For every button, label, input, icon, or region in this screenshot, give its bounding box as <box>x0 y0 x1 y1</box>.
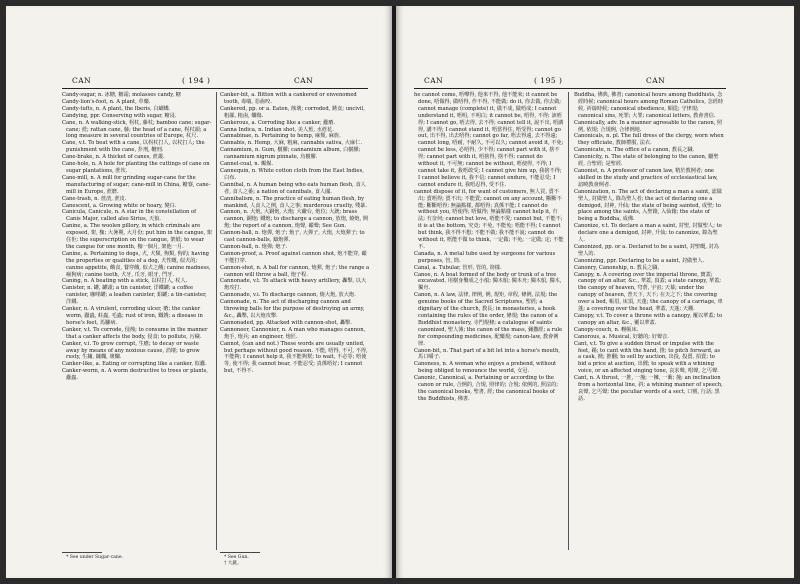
dictionary-entry: Cannibalism, n. The practice of eating human flesh, by mankind, 人食人之例, 食人之事; murderous cruelty, 殘暴. <box>220 195 367 209</box>
dictionary-entry: cannot dispose of it, for want of customers, 無人買, 賣不出; 賣唔得; 賣不出; 不能賣; cannot on any account, 斷斷不能; 斷斷唔得; 無論點樣, 都唔得; 真係不能; I cannot do without you, 唔使得; 唔做得; 無論點樣 cannot help it, 冇法; 冇奈何; cannot but love, 唔能不愛; cannot but, 不能不; it is at the bottom, 究竟; 不免, 不能免; 唔能不得; I cannot but think, 我不得不想; 不能不做; 我不能不說; cannot do without it, 唔能不做 to think, 一定做; 不免; 一定做; 定; 不能不. <box>414 188 564 250</box>
dictionary-entry: Canopy, n. A covering over the imperial throne, 寶蓋; canopy of an altar, &c., 華蓋, 頂蓋; a state canopy, 華蓋; the canopy of heaven, 穹蒼, 宇宙; 天幕; under the canopy of heaven, 普天下, 天下; 在天之下; the covering over a bed, 帳眉, 床頂, 天蓬; the canopy of a carriage, 車蓬; a covering over the head, 華蓋, 天蓬; 天棚. <box>574 271 723 313</box>
dictionary-entry: Canonicity, n. The state of belonging to the canon, 屬聖經, 合聖經; 是聖經. <box>574 154 719 168</box>
dictionary-entry: Canescent, a. Growing white or hoary, 變白. <box>62 202 177 209</box>
dictionary-entry: Candy-sugar, n. 冰糖, 糖霜; molasses candy, 糖 <box>62 92 181 98</box>
dictionary-entry: Canicula, Canicule, n. A star in the constellation of Canis Major, called also Sirius, 天狼. <box>62 209 196 223</box>
left-header-word: CAN <box>72 76 92 85</box>
dictionary-entry: Cant, n. A thrust, 一推, 一撞; 一擁, 一衝; 撞; an inclination from a horizontal line, 斜; a whining manner of speech, 哀聲, 乞丐聲; the peculiar words of a sect, 口號, 行話; 黑話. <box>574 375 723 402</box>
dictionary-entry: Cannabinae, n. Pertaining to hemp, 麻類, 麻族. <box>220 133 341 140</box>
left-column-2 <box>220 92 370 375</box>
dictionary-entry: Buddha, 佛典, 佛書; canonical hours among Buddhists, 念經時候; canonical hours among Roman Catholics, 念經時候, 祈禱時候; canonical obedience, 順從; 守律規; canonical sins, 死罪; 大罪; canonical letters, 教會書信. <box>574 92 724 119</box>
dictionary-entry: he cannot come, 唔嚟得, 他來不得, 他不能來; it cannot be done, 唔做得, 做唔得, 作不得, 不能做; do it, 你去做, 你去做; cannot manage (complete) it, 做不成, 做唔成; I cannot understand it, 唔明, 不明白; it cannot be, 唔得, 不得; 該唔得; I cannot go, 唔去得, 去不得; cannot tell it, 說不出, 唔講得, 講不得; I cannot stand it, 唔當得住, 唔受得; cannot go out, 出不得, 出去唔得; cannot go far, 唔去得遠, 去不得遠; cannot long, 唔耐, 不耐久, 不可以久; cannot avoid it, 不免; cannot be less, 必唔得, 少不得; cannot part with it, 捨不得; cannot part with it, 唔捨得, 捨不得; cannot do without it, 不可無; cannot be without, 唔使得, 不得; I cannot take it, 我唔敢受; I cannot give him up, 我捨不得; I cannot believe it, 我不信; cannot endure, 不能忍受; I cannot endure it, 我唔忍得, 受不住. <box>414 92 564 188</box>
dictionary-entry: Cane-trash, n. 蔗渣, 蔗皮. <box>62 195 127 202</box>
header-rule <box>62 88 368 89</box>
dictionary-entry: Canonicate, n. The office of a canon, 教長之職. <box>574 147 695 154</box>
column-divider <box>216 92 217 550</box>
left-header-word-right: CAN <box>294 76 314 85</box>
dictionary-entry: Canker-worm, n. A worm destructive to trees or plants, 蠹蟲. <box>62 368 208 382</box>
dictionary-entry: Cannon-ball, n. 炮彈; 炮子. <box>220 243 288 250</box>
dictionary-entry: Cannon-shot, n. A ball for cannon, 炮彈, 炮子; the range a cannon will throw a ball, 炮子程. <box>220 264 370 278</box>
dictionary-entry: Caning, n. A beating with a stick, 以杖打人, 杖人. <box>62 278 188 285</box>
dictionary-entry: Cane, n. A walking-stick, 柺杖, 藤杖; bamboo cane; sugar-cane; 蔗; rattan cane, 藤; the head of a cane, 柺杖頭; a long measure in several countries of Europe, 杖尺. <box>62 119 212 140</box>
dictionary-entry: Canonic, Canonical, a. Pertaining or according to the canon or rule, 合例的, 合規, 照律的; 合規; 依例的, 照法的; the canonical books, 聖書, 經; the canonical books of the Buddhists, 佛書. <box>414 375 558 402</box>
dictionary-entry: Canonize, v.t. To declare a man a saint, 封聖, 封做聖人; to declare one a demigod, 封神, 升仙; to canonize, 錄為聖人. <box>574 223 722 244</box>
dictionary-entry: Cannonade, v.t. To attack with heavy artillery, 轟擊, 以大炮攻打. <box>220 278 367 292</box>
dictionary-entry: Canoness, n. A woman who enjoys a prebend, without being obliged to renounce the world, 女冠. <box>414 361 557 375</box>
dictionary-entry: Canonry, Canonship, n. 教長之職. <box>574 264 660 271</box>
dictionary-entry: Candy-lion's-foot, n. A plant, 草藥. <box>62 98 151 105</box>
right-page-header <box>414 76 726 88</box>
header-rule <box>414 88 726 89</box>
dictionary-entry: Canal, a. Tubular, 管形, 管的, 筒樣. <box>414 264 502 271</box>
dictionary-entry: Canonized, pp. or a. Declared to be a saint, 封聖嘅, 封為聖人的. <box>574 243 719 257</box>
dictionary-entry: Canon-bit, n. That part of a bit let into a horse's mouth, 馬口嚼子. <box>414 347 560 361</box>
dictionary-entry: Cannel-coal, n. 燭煤. <box>220 161 273 168</box>
dictionary-entry: Canonist, n. A professor of canon law, 精於教例者; one skilled in the study and practice of ecclesiastical law, 諳曉教會例者. <box>574 167 718 188</box>
dictionary-entry: Canna Indica, n. Indian shot, 美人蕉, 水蔗花. <box>220 126 334 133</box>
right-column-1 <box>414 92 564 403</box>
dictionary-entry: Canker-bit, a. Bitten with a cankered or envenomed tooth, 毒嚙, 惡齒咬. <box>220 92 357 105</box>
column-divider <box>568 92 569 550</box>
dictionary-entry: Cankered, pp. or a. Eaten, 蝕壞; corroded, 銹食; uncivil, 粗鄙, 粗鹵, 爛傷. <box>220 105 365 119</box>
footnote-rule <box>220 552 260 553</box>
dictionary-entry: Canoe, n. A boat formed of the body or trunk of a tree excavated, 用樹身鑿成之小船; 獨木船; 獨木舟; 獨木船, 獨木, 獨舟. <box>414 271 562 292</box>
dictionary-entry: Cankerous, a. Corroding like a canker, 蠹瘡. <box>220 119 336 126</box>
dictionary-entry: Cannon, n. 大炮, 大銅炮, 大炮; 大礮台, 炮位; 大銃; brass cannon, 銅炮; 鐵炮; to discharge a cannon, 放炮, 燒炮, 開炮; the report of a cannon, 炮聲, 礟聲; See Gun. <box>220 209 369 230</box>
footnote: * See under Sugar-cane. <box>66 555 124 560</box>
dictionary-entry: Cannibal, n. A human being who eats human flesh, 食人者, 食人之番; a nation of cannibals, 食人國. <box>220 181 366 195</box>
dictionary-entry: Canker, v.t. To corrode, 侵蝕; to consume in the manner that a canker affects the body, 侵食; to pollute, 污穢. <box>62 326 208 340</box>
dictionary-entry: Cannoneer, Cannonier, n. A man who manages cannon, 炮手, 炮兵; an engineer, 炮匠. <box>220 326 366 340</box>
left-page <box>6 6 392 578</box>
dictionary-entry: Cannonade, v.i. To discharge cannon, 燒大炮, 放大炮. <box>220 292 356 299</box>
dictionary-entry: Cannon-ball, n. 炮彈, 炮子; 炮子, 大彈子, 大炮, 大炮彈子; to cast cannon-balls, 鑄炮彈. <box>220 230 365 244</box>
dictionary-entry: Canorous, a. Musical, 好聽的; 好聲音. <box>574 333 669 340</box>
left-column-1 <box>62 92 212 382</box>
dictionary-entry: Canonization, n. The act of declaring a man a saint, 認做聖人, 封做聖人, 錄為聖人者; the act of declaring one a demigod, 封神, 升仙; the state of being sainted, 成聖; to place among the saints, 入聖籍, 入仙籍; the state of being a Buddha, 成佛. <box>574 188 722 223</box>
dictionary-entry: Cannonaded, pp. Attacked with cannon-shot, 轟擊. <box>220 319 352 326</box>
dictionary-entry: Cannot, (can and not.) These words are usually united, but perhaps without good reason. 不能, 唔得, 不可, 不得, 不能夠; I cannot help it, 我不能夠幫; to wait, 不必等; 唔使等, 使不得; 我 cannot bear, 不能忍受; 真係唔好; I cannot but, 不得不. <box>220 340 368 375</box>
dictionary-entry: Cant, v.t. To give a sudden thrust or impulse with the feet, 踢; to cant with the hand, 推; to pitch forward, as a cask, 掀; 推翻; to sell by auction, 出投, 投賣, 拍賣; to bid a price at auction, 出價; to speak with a whining voice, or an affected singing tone, 哀求聲, 唱聲, 乞丐聲. <box>574 340 720 375</box>
dictionary-entry: Candy-tufts, n. A plant, the Iberis, 白蝴蝶. <box>62 105 171 112</box>
dictionary-entry: Canopy-couch, n. 幔帳床. <box>574 326 639 333</box>
footnote: * See Gun. <box>224 555 249 560</box>
dictionary-entry: Cannonade, n. The act of discharging cannon and throwing balls for the purpose of destroying an army, &c., 轟擊, 以大炮攻擊. <box>220 299 365 319</box>
dictionary-entry: Cane-hole, n. A hole for planting the cuttings of cane on sugar plantations, 蔗坎. <box>62 161 210 174</box>
dictionary-entry: Canon, n. A law, 法律, 律例, 例, 規矩, 章程, 條例, 法規; the genuine books of the Sacred Scriptures, 聖經; a dignitary of the church, 教長; in monasteries, a book containing the rules of the order, 條規; the canon of a Buddhist monastery, 寺門規條; a catalogue of saints canonized, 聖人簿; the canon of the mass, 彌撒經; a rule for compounding medicines, 配藥規; canon-law, 教會例律. <box>414 292 563 347</box>
dictionary-entry: Cannabis, n. Hemp, 大麻, 粗麻, cannabis sativa, 大麻仁. <box>220 140 362 147</box>
dictionary-entry: Canine, a. Pertaining to dogs, 犬, 犬類, 狗類, 狗的; having the properties or qualities of a dog, 犬性嘅, 似犬的; canine appetite, 餓食, 餐穿餓, 似犬之餓; canine madness, 瘋狗病; canine teeth, 犬牙, 爪牙, 眼牙, 門牙. <box>62 250 211 278</box>
dictionary-entry: Cane-mill, n. A mill for grinding sugar-cane for the manufacturing of sugar; cane-mill in China, 糖寮, cane-mill in Europe, 蔗磨. <box>62 174 211 195</box>
right-header-word-right: CAN <box>646 76 666 85</box>
dictionary-entry: Cane-brake, n. A thicket of canes, 蔗叢. <box>62 154 165 161</box>
left-page-number: ( 194 ) <box>182 76 211 85</box>
dictionary-entry: Cannon-proof, a. Proof against cannon shot, 炮不能穿, 礟不能打穿. <box>220 250 367 264</box>
footnote: † 大銃。 <box>224 561 242 566</box>
dictionary-entry: Canada, n. A metal tube used by surgeons for various purposes, 管, 筒. <box>414 250 556 264</box>
dictionary-entry: Canker, n. A virulent, corroding ulcer, 瘡; the canker worm, 蠹蟲, 蛀蟲, 毛蟲; rust of iron, 鐵銹; a disease in horse's feet, 馬腳病. <box>62 306 203 326</box>
dictionary-entry: Canonically, adv. In a manner agreeable to the canon, 照例, 依規; 合規例, 合律例地. <box>574 119 723 133</box>
right-header-word: CAN <box>424 76 444 85</box>
right-page <box>396 6 794 578</box>
footnote-rule <box>62 552 102 553</box>
right-column-2 <box>574 92 724 403</box>
dictionary-entry: Canker, v.i. To grow corrupt, 生瘡; to decay or waste away by means of any noxious cause, 消壞; to grow rusty, 生鏽, 鏽爛, 壞爛. <box>62 340 200 361</box>
dictionary-entry: Canker-like, a. Eating or corrupting like a canker, 似蠹. <box>62 361 207 368</box>
dictionary-entry: Cannamium, n. Gum, 樹膠; cannamium album, 白樹膠; cannamium nigrum pinnate, 烏樹膠. <box>220 147 361 161</box>
dictionary-entry: Cane, v.t. To beat with a cane, 以柺杖打人, 以杖打人; the punishment with the cane, 扑刑, 鞭刑. <box>62 140 205 154</box>
dictionary-entry: Canister, n. 罐, 罐頭; a tin canister, 洋鐵罐; a coffee canister, 咖啡罐; a leaden canister, 鉛罐; a tin-canister, 洋鐵. <box>62 285 207 306</box>
dictionary-entry: Cannequin, n. White cotton cloth from the East Indies, 白布. <box>220 167 364 181</box>
left-page-header <box>62 76 368 88</box>
dictionary-entry: Canine, a. The woolen pillory, in which criminals are exposed, 架, 枷; 大暑期, 大月份; put him in the cangue, 架住佢; the superscription on the cangue, 架紙; to wear the cangue for one month, 枷一個月, 架他一月. <box>62 223 212 250</box>
dictionary-entry: Canonicals, n. pl. The full dress of the clergy, worn when they officiate, 教師禮服, 法衣. <box>574 133 724 147</box>
right-page-number: ( 195 ) <box>534 76 563 85</box>
dictionary-entry: Canonizing, ppr. Declaring to be a saint, 封做聖人. <box>574 257 705 264</box>
dictionary-entry: Candying, ppr. Conserving with sugar, 糖浸. <box>62 112 177 119</box>
dictionary-entry: Canopy, v.t. To cover a throne with a canopy, 覆以華蓋; to canopy an altar, &c., 覆以華蓋. <box>574 313 723 326</box>
